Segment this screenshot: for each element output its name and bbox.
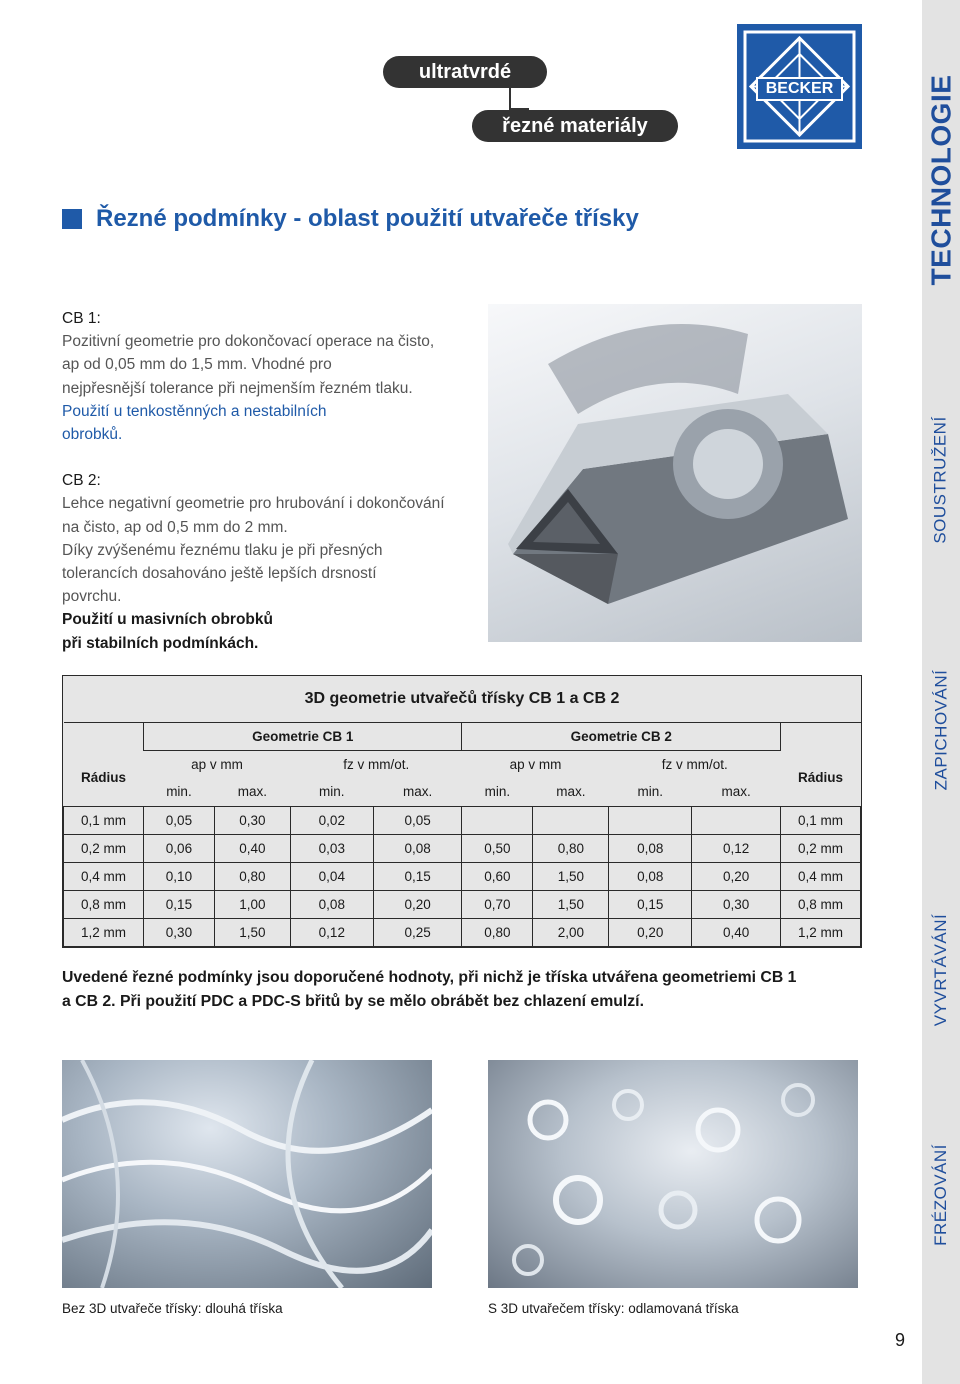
max-header: max. (402, 784, 433, 800)
max-header: max. (556, 784, 586, 800)
table-row (64, 806, 861, 834)
radius-header-right: Rádius (797, 770, 843, 786)
value-cell: 0,04 (290, 862, 373, 890)
sidebar-item-soustruzeni: SOUSTRUŽENÍ (931, 416, 950, 544)
page-number: 9 (895, 1330, 906, 1350)
value-cell: 0,70 (462, 890, 533, 918)
cb2-text: Díky zvýšenému řeznému tlaku je při přesných (62, 541, 383, 559)
cb2-usage: při stabilních podmínkách. (62, 634, 259, 652)
value-cell: 1,00 (214, 890, 290, 918)
table-row (64, 862, 861, 890)
min-header: min. (484, 784, 511, 800)
value-cell: 0,08 (609, 834, 692, 862)
value-cell: 0,30 (214, 806, 290, 834)
cb2-usage: Použití u masivních obrobků (62, 611, 273, 629)
value-cell: 0,08 (290, 890, 373, 918)
ap-header: ap v mm (191, 756, 243, 772)
value-cell (692, 806, 781, 834)
value-cell (462, 806, 533, 834)
radius-cell: 0,4 mm (781, 862, 861, 890)
cb1-text: Pozitivní geometrie pro dokončovací operace na čisto, (62, 333, 435, 351)
recommendation-note (62, 966, 862, 1014)
value-cell: 0,20 (609, 918, 692, 946)
caption-short-chip: S 3D utvařečem třísky: odlamovaná tříska (488, 1301, 739, 1316)
caption-long-chip: Bez 3D utvařeče třísky: dlouhá tříska (62, 1301, 283, 1316)
value-cell: 0,15 (609, 890, 692, 918)
sidebar-item-vyvrtavani: VYVRTÁVÁNÍ (931, 913, 951, 1027)
sidebar-item-zapichovani: ZAPICHOVÁNÍ (931, 669, 950, 791)
value-cell: 0,06 (144, 834, 215, 862)
cb2-text: Lehce negativní geometrie pro hrubování i dokončování (62, 495, 445, 513)
table-row (64, 834, 861, 862)
logo-wordmark: BECKER (756, 77, 843, 101)
value-cell: 1,50 (533, 862, 609, 890)
value-cell: 0,80 (533, 834, 609, 862)
value-cell: 0,08 (373, 834, 462, 862)
radius-cell: 1,2 mm (64, 918, 144, 946)
short-chip-photo (488, 1060, 858, 1288)
cutting-insert-photo (488, 304, 862, 642)
geometry-cb1-header: Geometrie CB 1 (144, 722, 462, 750)
ap-header: ap v mm (509, 756, 562, 772)
long-chip-illustration-icon (62, 1060, 432, 1288)
sidebar-technologie: TECHNOLOGIE (925, 74, 956, 286)
max-header: max. (721, 784, 751, 800)
max-header: max. (237, 784, 268, 800)
value-cell: 0,03 (290, 834, 373, 862)
min-header: min. (637, 784, 664, 800)
cb2-text: tolerancích dosahováno ještě lepších drsností (62, 565, 377, 583)
table-caption: 3D geometrie utvařečů třísky CB 1 a CB 2 (64, 676, 861, 722)
fz-header: fz v mm/ot. (661, 756, 728, 772)
cb1-usage: Použití u tenkostěnných a nestabilních (62, 402, 327, 420)
value-cell: 0,20 (692, 862, 781, 890)
radius-header-left: Rádius (80, 770, 126, 786)
pill-ultratvrde: ultratvrdé (383, 56, 547, 88)
value-cell: 2,00 (533, 918, 609, 946)
value-cell: 0,30 (144, 918, 215, 946)
cb2-text: povrchu. (62, 588, 122, 606)
cb2-text: na čisto, ap od 0,5 mm do 2 mm. (62, 518, 288, 536)
title-bullet-icon (62, 209, 82, 229)
value-cell: 0,40 (692, 918, 781, 946)
radius-cell: 0,8 mm (64, 890, 144, 918)
cb1-text: nejpřesnější tolerance při nejmenším řezném tlaku. (62, 379, 413, 397)
value-cell: 1,50 (214, 918, 290, 946)
value-cell: 0,05 (373, 806, 462, 834)
value-cell: 0,25 (373, 918, 462, 946)
radius-cell: 0,4 mm (64, 862, 144, 890)
value-cell: 0,12 (290, 918, 373, 946)
value-cell: 0,50 (462, 834, 533, 862)
radius-cell: 0,1 mm (64, 806, 144, 834)
value-cell: 0,80 (462, 918, 533, 946)
value-cell: 0,30 (692, 890, 781, 918)
value-cell: 0,02 (290, 806, 373, 834)
cutting-conditions-table (62, 675, 862, 948)
cb1-heading: CB 1: (62, 310, 101, 327)
note-line: Uvedené řezné podmínky jsou doporučené hodnoty, při nichž je tříska utvářena geometriemi CB 1 (62, 969, 797, 986)
section-title (62, 205, 639, 233)
min-header: min. (166, 784, 192, 800)
value-cell: 0,40 (214, 834, 290, 862)
value-cell: 0,15 (144, 890, 215, 918)
intro-text (62, 307, 482, 655)
page-title: Řezné podmínky - oblast použití utvařeče třísky (96, 205, 639, 232)
value-cell (609, 806, 692, 834)
value-cell: 0,10 (144, 862, 215, 890)
radius-cell: 0,1 mm (781, 806, 861, 834)
geometry-cb2-header: Geometrie CB 2 (462, 722, 781, 750)
radius-cell: 0,2 mm (781, 834, 861, 862)
radius-cell: 0,8 mm (781, 890, 861, 918)
cb1-text: ap od 0,05 mm do 1,5 mm. Vhodné pro (62, 356, 332, 374)
cb1-usage: obrobků. (62, 426, 123, 444)
value-cell: 1,50 (533, 890, 609, 918)
radius-cell: 1,2 mm (781, 918, 861, 946)
radius-cell: 0,2 mm (64, 834, 144, 862)
short-chip-illustration-icon (488, 1060, 858, 1288)
long-chip-photo (62, 1060, 432, 1288)
becker-logo (737, 24, 862, 149)
sidebar (922, 0, 960, 1384)
value-cell (533, 806, 609, 834)
table-row (64, 918, 861, 946)
note-line: a CB 2. Při použití PDC a PDC-S břitů by se mělo obrábět bez chlazení emulzí. (62, 993, 644, 1010)
table-row (64, 890, 861, 918)
value-cell: 0,20 (373, 890, 462, 918)
cb2-heading: CB 2: (62, 472, 101, 490)
pill-rezne-materialy: řezné materiály (472, 110, 678, 142)
value-cell: 0,60 (462, 862, 533, 890)
value-cell: 0,80 (214, 862, 290, 890)
min-header: min. (319, 784, 345, 800)
value-cell: 0,08 (609, 862, 692, 890)
pill-connector-vertical (509, 88, 511, 110)
fz-header: fz v mm/ot. (343, 756, 410, 772)
value-cell: 0,05 (144, 806, 215, 834)
value-cell: 0,15 (373, 862, 462, 890)
value-cell: 0,12 (692, 834, 781, 862)
sidebar-item-frezovani: FRÉZOVÁNÍ (931, 1144, 951, 1246)
insert-illustration-icon (488, 304, 862, 642)
